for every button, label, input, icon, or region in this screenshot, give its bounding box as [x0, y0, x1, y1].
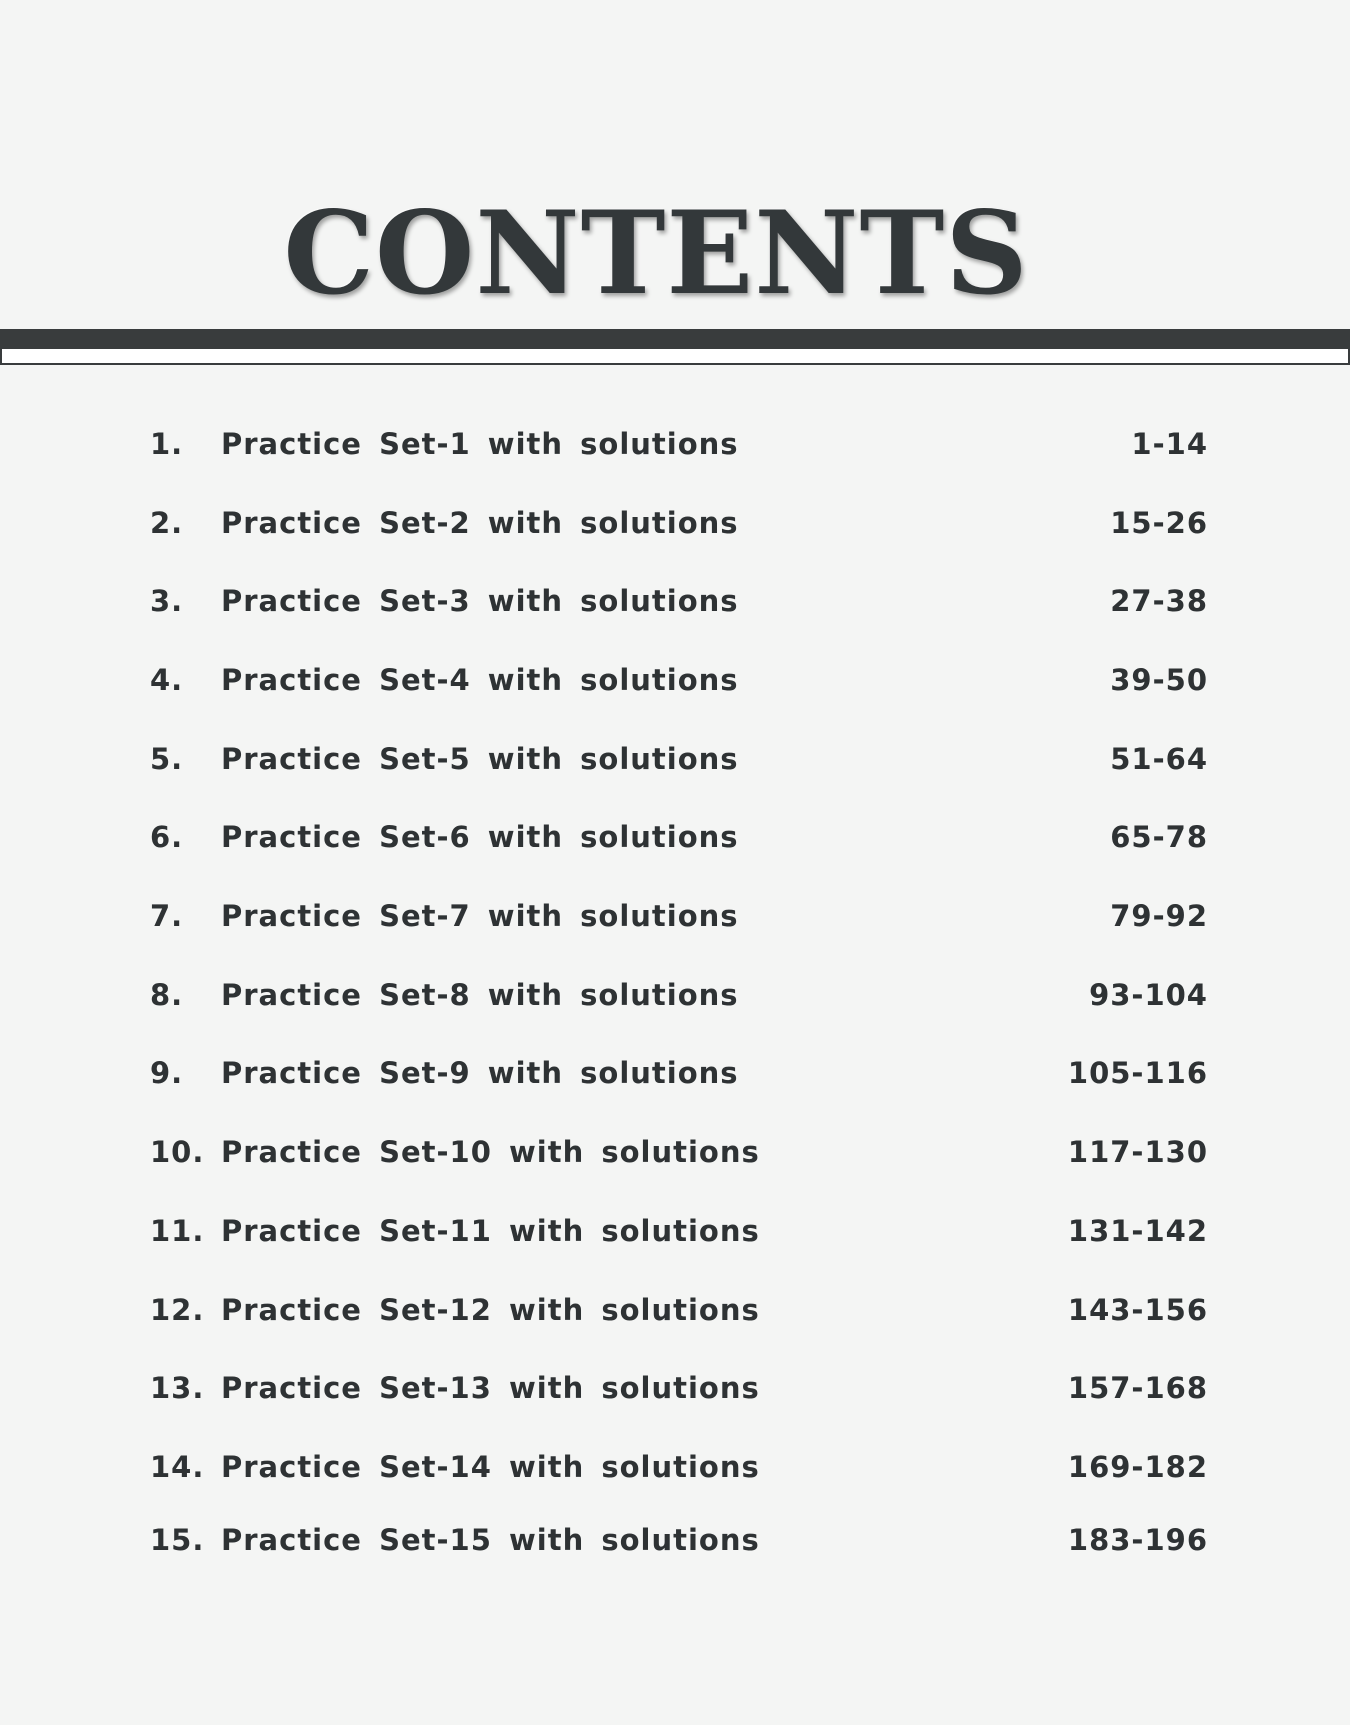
toc-entry-label: Practice Set-10 with solutions — [221, 1135, 760, 1169]
toc-entry — [0, 817, 1350, 857]
toc-entry-pages: 169-182 — [1067, 1450, 1208, 1484]
toc-entry — [0, 1520, 1350, 1560]
toc-entry-pages: 183-196 — [1067, 1523, 1208, 1557]
toc-entry-pages: 79-92 — [1110, 899, 1208, 933]
toc-entry-pages: 1-14 — [1131, 427, 1208, 461]
toc-entry — [0, 1290, 1350, 1330]
toc-entry-number: 5. — [150, 742, 184, 776]
toc-entry-number: 13. — [150, 1371, 205, 1405]
toc-entry-pages: 157-168 — [1067, 1371, 1208, 1405]
toc-entry-number: 1. — [150, 427, 184, 461]
toc-entry-label: Practice Set-1 with solutions — [221, 427, 739, 461]
toc-entry-label: Practice Set-8 with solutions — [221, 978, 739, 1012]
toc-entry — [0, 581, 1350, 621]
toc-entry-number: 14. — [150, 1450, 205, 1484]
toc-entry-pages: 27-38 — [1110, 584, 1208, 618]
toc-entry-number: 3. — [150, 584, 184, 618]
toc-entry-pages: 93-104 — [1089, 978, 1208, 1012]
toc-entry — [0, 1053, 1350, 1093]
toc-entry-pages: 117-130 — [1067, 1135, 1208, 1169]
toc-entry — [0, 896, 1350, 936]
toc-entry-label: Practice Set-4 with solutions — [221, 663, 739, 697]
toc-entry-pages: 131-142 — [1067, 1214, 1208, 1248]
toc-entry-label: Practice Set-13 with solutions — [221, 1371, 760, 1405]
toc-entry-number: 10. — [150, 1135, 205, 1169]
toc-entry — [0, 660, 1350, 700]
toc-entry-number: 7. — [150, 899, 184, 933]
toc-entry-label: Practice Set-12 with solutions — [221, 1293, 760, 1327]
toc-entry — [0, 975, 1350, 1015]
toc-entry-pages: 39-50 — [1110, 663, 1208, 697]
toc-entry-pages: 51-64 — [1110, 742, 1208, 776]
toc-entry — [0, 1211, 1350, 1251]
toc-entry-number: 11. — [150, 1214, 205, 1248]
toc-entry-number: 2. — [150, 506, 184, 540]
toc-entry-label: Practice Set-3 with solutions — [221, 584, 739, 618]
toc-entry-pages: 15-26 — [1110, 506, 1208, 540]
page-title: CONTENTS — [283, 186, 1029, 320]
toc-entry-label: Practice Set-9 with solutions — [221, 1056, 739, 1090]
toc-entry — [0, 503, 1350, 543]
toc-entry-number: 12. — [150, 1293, 205, 1327]
toc-entry-label: Practice Set-6 with solutions — [221, 820, 739, 854]
toc-entry-number: 8. — [150, 978, 184, 1012]
toc-entry-label: Practice Set-15 with solutions — [221, 1523, 760, 1557]
toc-entry — [0, 1132, 1350, 1172]
toc-entry-label: Practice Set-2 with solutions — [221, 506, 739, 540]
toc-entry-number: 15. — [150, 1523, 205, 1557]
toc-entry — [0, 424, 1350, 464]
toc-entry-pages: 143-156 — [1067, 1293, 1208, 1327]
toc-entry-pages: 65-78 — [1110, 820, 1208, 854]
toc-entry-label: Practice Set-5 with solutions — [221, 742, 739, 776]
toc-entry-number: 4. — [150, 663, 184, 697]
toc-entry-label: Practice Set-7 with solutions — [221, 899, 739, 933]
toc-entry-label: Practice Set-14 with solutions — [221, 1450, 760, 1484]
toc-entry — [0, 1368, 1350, 1408]
toc-entry-label: Practice Set-11 with solutions — [221, 1214, 760, 1248]
toc-entry-number: 9. — [150, 1056, 184, 1090]
toc-entry-number: 6. — [150, 820, 184, 854]
toc-entry — [0, 1447, 1350, 1487]
toc-entry-pages: 105-116 — [1067, 1056, 1208, 1090]
toc-entry — [0, 739, 1350, 779]
